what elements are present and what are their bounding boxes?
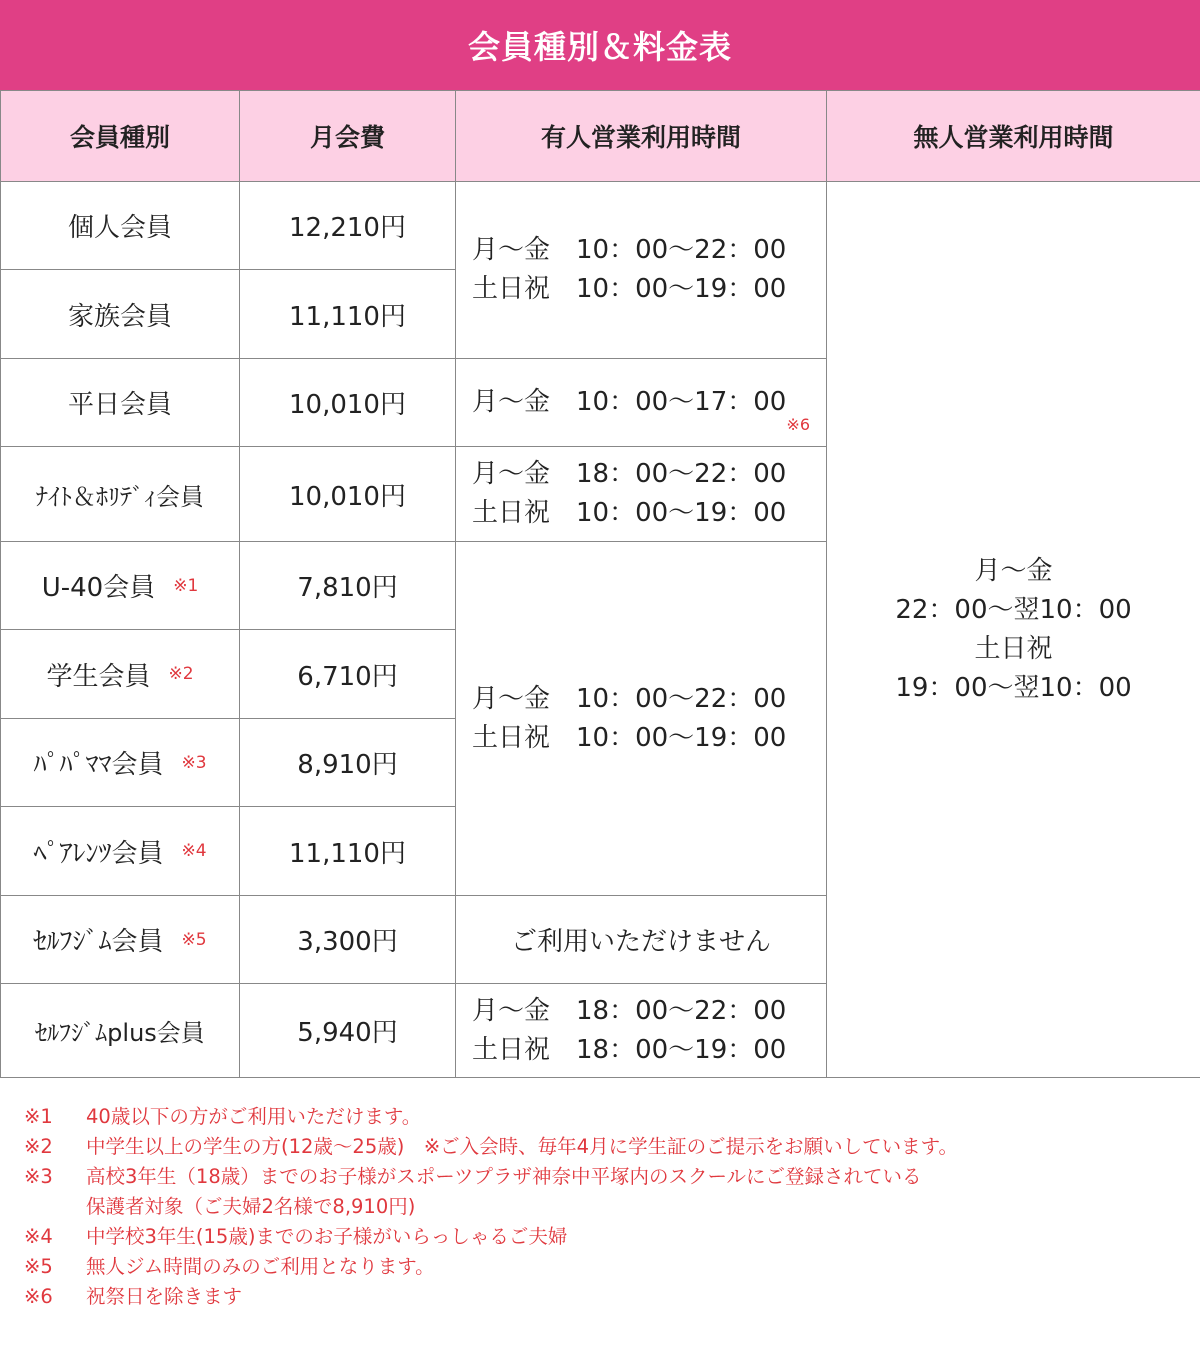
hours-line: 月～金 10：00～17：00 — [472, 387, 787, 417]
type-cell — [1, 630, 240, 719]
fee-cell: 12,210円 — [240, 182, 456, 270]
footnote — [24, 1252, 1184, 1282]
hours-line: 19：00～翌10：00 — [895, 672, 1132, 703]
hours-line: 22：00～翌10：00 — [895, 594, 1132, 625]
type-label: ｾﾙﾌｼﾞﾑplus会員 — [35, 1019, 205, 1047]
hours-line: 月～金 18：00～22：00 — [472, 995, 787, 1026]
footnote-text: 高校3年生（18歳）までのお子様がスポーツプラザ神奈中平塚内のスクールにご登録されている — [86, 1165, 922, 1188]
fee-cell: 8,910円 — [240, 719, 456, 807]
note-mark: ※5 — [181, 929, 207, 950]
staffed-hours-cell — [456, 182, 827, 359]
type-cell — [1, 542, 240, 630]
fee-cell: 10,010円 — [240, 359, 456, 447]
footnote-text: 保護者対象（ご夫婦2名様で8,910円) — [86, 1195, 416, 1218]
type-cell — [1, 447, 240, 542]
note-mark: ※2 — [168, 664, 194, 684]
hours-line: 土日祝 10：00～19：00 — [472, 498, 787, 528]
type-label: 平日会員 — [67, 390, 172, 420]
staffed-hours-cell — [456, 984, 827, 1078]
fee-cell: 6,710円 — [240, 630, 456, 719]
type-cell — [1, 984, 240, 1078]
header-staffed-hours: 有人営業利用時間 — [456, 91, 827, 182]
footnote — [24, 1192, 1184, 1222]
staffed-hours-cell — [456, 542, 827, 896]
hours-line: 土日祝 18：00～19：00 — [472, 1034, 787, 1065]
footnote — [24, 1132, 1184, 1162]
fee-cell: 10,010円 — [240, 447, 456, 542]
type-label: ﾊﾟﾊﾟﾏﾏ会員 — [33, 750, 164, 780]
note-mark: ※3 — [181, 752, 207, 773]
footnote-mark: ※3 — [24, 1165, 53, 1188]
hours-line: 月～金 10：00～22：00 — [472, 683, 787, 714]
footnote-text: 中学生以上の学生の方(12歳～25歳) ※ご入会時、毎年4月に学生証のご提示をお願いしています。 — [86, 1135, 959, 1158]
type-cell — [1, 359, 240, 447]
footnote-text: 40歳以下の方がご利用いただけます。 — [86, 1105, 422, 1128]
footnote — [24, 1282, 1184, 1312]
header-unstaffed-hours: 無人営業利用時間 — [827, 91, 1200, 182]
hours-line: 月～金 — [974, 555, 1053, 586]
note-mark: ※1 — [173, 575, 199, 596]
unstaffed-hours-cell — [827, 182, 1200, 1078]
membership-fee-table — [0, 90, 1200, 1078]
type-cell — [1, 807, 240, 896]
type-label: 家族会員 — [67, 301, 172, 332]
fee-cell: 11,110円 — [240, 270, 456, 359]
hours-line: 土日祝 10：00～19：00 — [472, 722, 787, 753]
hours-line: 月～金 10：00～22：00 — [472, 235, 787, 265]
type-cell — [1, 182, 240, 270]
footnote-mark: ※5 — [24, 1255, 53, 1278]
footnote-mark — [24, 1192, 86, 1222]
type-label: U-40会員 — [41, 573, 156, 603]
type-label: 学生会員 — [46, 661, 151, 692]
hours-line: 土日祝 10：00～19：00 — [472, 274, 787, 304]
page-title: 会員種別＆料金表 — [0, 0, 1200, 90]
note-mark: ※4 — [181, 841, 207, 861]
hours-line: 土日祝 — [974, 633, 1053, 664]
type-label: 個人会員 — [67, 213, 172, 243]
fee-cell: 7,810円 — [240, 542, 456, 630]
type-cell — [1, 896, 240, 984]
footnote-mark: ※2 — [24, 1135, 53, 1158]
fee-cell: 3,300円 — [240, 896, 456, 984]
footnote-mark: ※4 — [24, 1225, 53, 1248]
header-type: 会員種別 — [1, 91, 240, 182]
type-label: ﾍﾟｱﾚﾝﾂ会員 — [33, 838, 164, 869]
footnote-text: 中学校3年生(15歳)までのお子様がいらっしゃるご夫婦 — [86, 1225, 568, 1248]
footnote — [24, 1102, 1184, 1132]
footnote-text: 祝祭日を除きます — [86, 1285, 243, 1308]
fee-cell: 5,940円 — [240, 984, 456, 1078]
hours-line: 月～金 18：00～22：00 — [472, 459, 787, 489]
staffed-hours-cell — [456, 447, 827, 542]
staffed-hours-cell — [456, 359, 827, 447]
type-label: ﾅｲﾄ＆ﾎﾘﾃﾞｨ会員 — [36, 482, 204, 511]
type-cell — [1, 270, 240, 359]
fee-cell: 11,110円 — [240, 807, 456, 896]
type-cell — [1, 719, 240, 807]
footnote-text: 無人ジム時間のみのご利用となります。 — [86, 1255, 435, 1278]
footnote-mark: ※1 — [24, 1105, 53, 1128]
staffed-hours-cell: ご利用いただけません — [456, 896, 827, 984]
footnote-mark: ※6 — [24, 1285, 53, 1308]
footnotes — [24, 1102, 1184, 1312]
header-fee: 月会費 — [240, 91, 456, 182]
footnote — [24, 1222, 1184, 1252]
note-mark: ※6 — [786, 415, 810, 434]
type-label: ｾﾙﾌｼﾞﾑ会員 — [33, 927, 164, 957]
footnote — [24, 1162, 1184, 1192]
